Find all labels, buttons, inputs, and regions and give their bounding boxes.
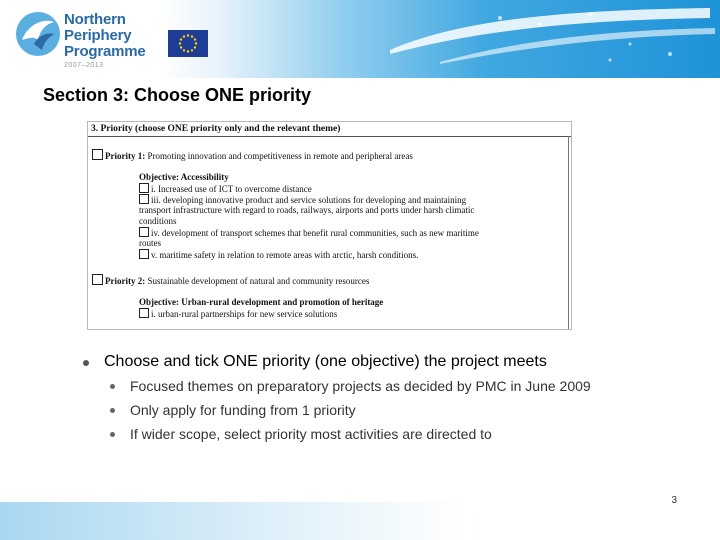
main-bullet-text: Choose and tick ONE priority (one objective) the project meets [104,353,547,370]
objective-2-heading: Objective: Urban-rural development and promotion of heritage [139,297,384,307]
objective-1-item-wrap: conditions [139,216,177,226]
objective-1-item-3-checkbox[interactable] [139,227,149,237]
objective-1-item-2-checkbox[interactable] [139,194,149,204]
priority-2-text: Sustainable development of natural and community resources [145,276,370,286]
objective-1-item-1-checkbox[interactable] [139,183,149,193]
priority-1-checkbox[interactable] [92,149,103,160]
form-header: 3. Priority (choose ONE priority only and the relevant theme) [88,122,571,137]
sub-bullet-text: If wider scope, select priority most activities are directed to [130,426,492,442]
objective-1-item [139,227,479,239]
logo-wordmark [64,12,146,60]
bullet-dot-icon [110,408,115,413]
objective-1-item-wrap: routes [139,238,161,248]
priority-1-row [92,149,413,162]
programme-logo [12,8,152,74]
eu-flag-icon [168,30,208,57]
sub-bullet-text: Focused themes on preparatory projects as decided by PMC in June 2009 [130,378,591,394]
priority-1-text: Promoting innovation and competitiveness in remote and peripheral areas [145,151,413,161]
bullet-dot-icon [110,384,115,389]
logo-years: 2007–2013 [64,62,104,69]
bullet-dot-icon [83,360,89,366]
bird-logo-icon [14,10,62,58]
header-banner [0,0,720,78]
priority-2-checkbox[interactable] [92,274,103,285]
logo-line-3: Programme [64,43,146,60]
objective-2-item-1-checkbox[interactable] [139,308,149,318]
priority-2-label: Priority 2: [105,276,146,286]
section-title: Section 3: Choose ONE priority [43,85,312,105]
objective-1-item-2-text: iii. developing innovative product and service solutions for developing and maintaining [151,195,467,205]
objective-1-item-wrap: transport infrastructure with regard to roads, railways, airports and ports under harsh climatic [139,205,475,215]
sub-bullet-text: Only apply for funding from 1 priority [130,402,356,418]
logo-line-1: Northern [64,11,126,28]
objective-1-item [139,249,418,261]
objective-1-item-3-text: iv. development of transport schemes that benefit rural communities, such as new maritime [151,228,479,238]
page-number: 3 [671,495,677,506]
bullet-dot-icon [110,432,115,437]
objective-2-item-1-text: i. urban-rural partnerships for new service solutions [151,309,338,319]
logo-line-2: Periphery [64,27,132,44]
objective-1-item-4-checkbox[interactable] [139,249,149,259]
objective-2-item [139,308,337,320]
footer-band [0,502,720,540]
priority-form-excerpt [87,121,572,330]
swoosh-graphic [380,0,720,78]
objective-1-item-4-text: v. maritime safety in relation to remote areas with arctic, harsh conditions. [151,250,419,260]
priority-1-label: Priority 1: [105,151,146,161]
form-border-line [568,136,569,329]
priority-2-row [92,274,369,287]
objective-1-heading: Objective: Accessibility [139,172,229,182]
objective-1-item-1-text: i. Increased use of ICT to overcome distance [151,184,312,194]
